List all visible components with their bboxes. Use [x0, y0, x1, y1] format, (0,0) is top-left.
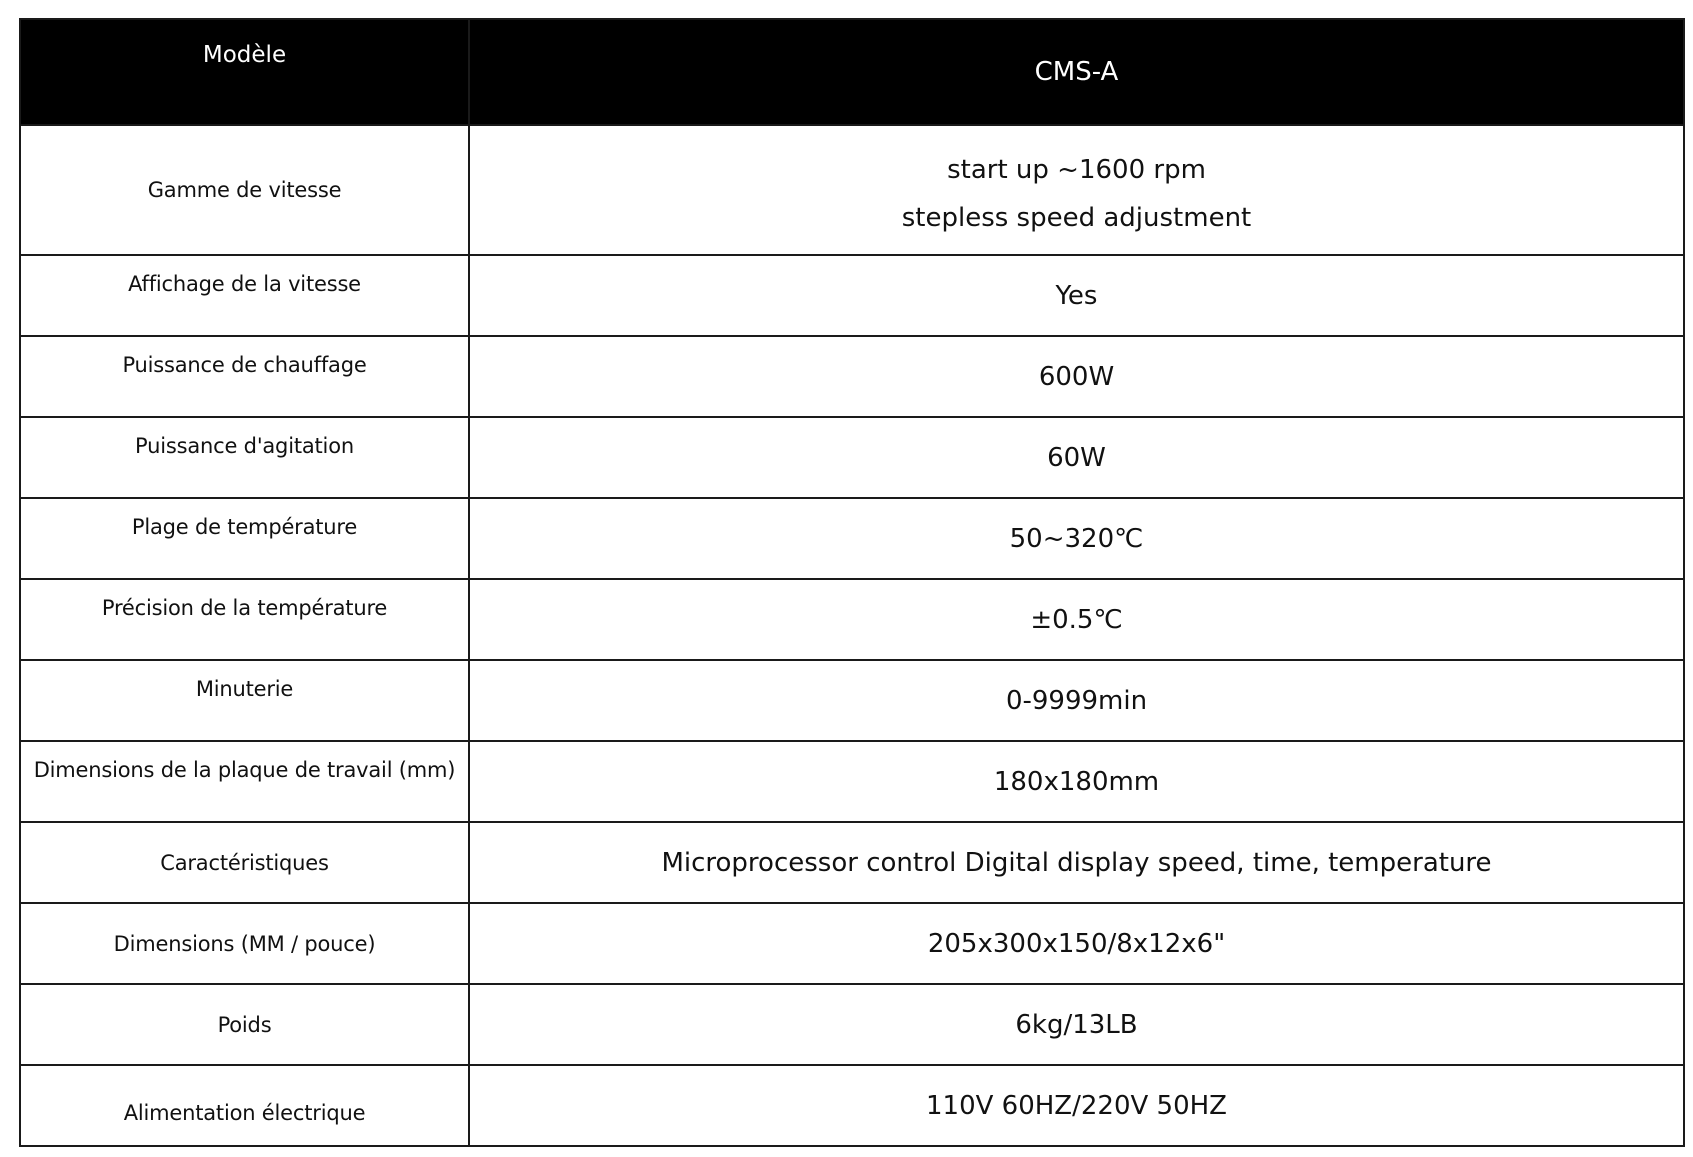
- row-label-temperature-range: Plage de température: [20, 498, 469, 579]
- row-label-speed-range: Gamme de vitesse: [20, 125, 469, 255]
- table-row: [20, 255, 1684, 336]
- row-value-dimensions: 205x300x150/8x12x6": [469, 903, 1684, 984]
- row-value-temperature-range: 50~320℃: [469, 498, 1684, 579]
- table-row: [20, 984, 1684, 1065]
- row-value-temperature-precision: ±0.5℃: [469, 579, 1684, 660]
- table-row: [20, 822, 1684, 903]
- row-value-heating-power: 600W: [469, 336, 1684, 417]
- table-row: [20, 903, 1684, 984]
- table-row: [20, 579, 1684, 660]
- row-value-plate-dimensions: 180x180mm: [469, 741, 1684, 822]
- row-value-speed-range: [469, 125, 1684, 255]
- row-value-speed-display: Yes: [469, 255, 1684, 336]
- row-label-speed-display: Affichage de la vitesse: [20, 255, 469, 336]
- row-label-timer: Minuterie: [20, 660, 469, 741]
- row-label-features: Caractéristiques: [20, 822, 469, 903]
- table-row: [20, 1065, 1684, 1146]
- header-value-model-name: CMS-A: [469, 19, 1684, 125]
- row-value-power-supply: 110V 60HZ/220V 50HZ: [469, 1065, 1684, 1146]
- speed-range-line-2: stepless speed adjustment: [901, 203, 1252, 233]
- row-value-weight: 6kg/13LB: [469, 984, 1684, 1065]
- row-label-heating-power: Puissance de chauffage: [20, 336, 469, 417]
- specifications-table: [19, 18, 1685, 1147]
- row-label-plate-dimensions: Dimensions de la plaque de travail (mm): [20, 741, 469, 822]
- row-value-stirring-power: 60W: [469, 417, 1684, 498]
- header-label-model: Modèle: [20, 19, 469, 125]
- row-label-weight: Poids: [20, 984, 469, 1065]
- table-row: [20, 125, 1684, 255]
- table-row: [20, 417, 1684, 498]
- speed-range-line-1: start up ~1600 rpm: [947, 155, 1206, 185]
- table-row: [20, 498, 1684, 579]
- row-label-temperature-precision: Précision de la température: [20, 579, 469, 660]
- row-label-stirring-power: Puissance d'agitation: [20, 417, 469, 498]
- table-row: [20, 660, 1684, 741]
- table-header-row: [20, 19, 1684, 125]
- row-label-power-supply: Alimentation électrique: [20, 1065, 469, 1146]
- table-row: [20, 741, 1684, 822]
- row-value-timer: 0-9999min: [469, 660, 1684, 741]
- row-value-features: Microprocessor control Digital display speed, time, temperature: [469, 822, 1684, 903]
- table-row: [20, 336, 1684, 417]
- row-label-dimensions: Dimensions (MM / pouce): [20, 903, 469, 984]
